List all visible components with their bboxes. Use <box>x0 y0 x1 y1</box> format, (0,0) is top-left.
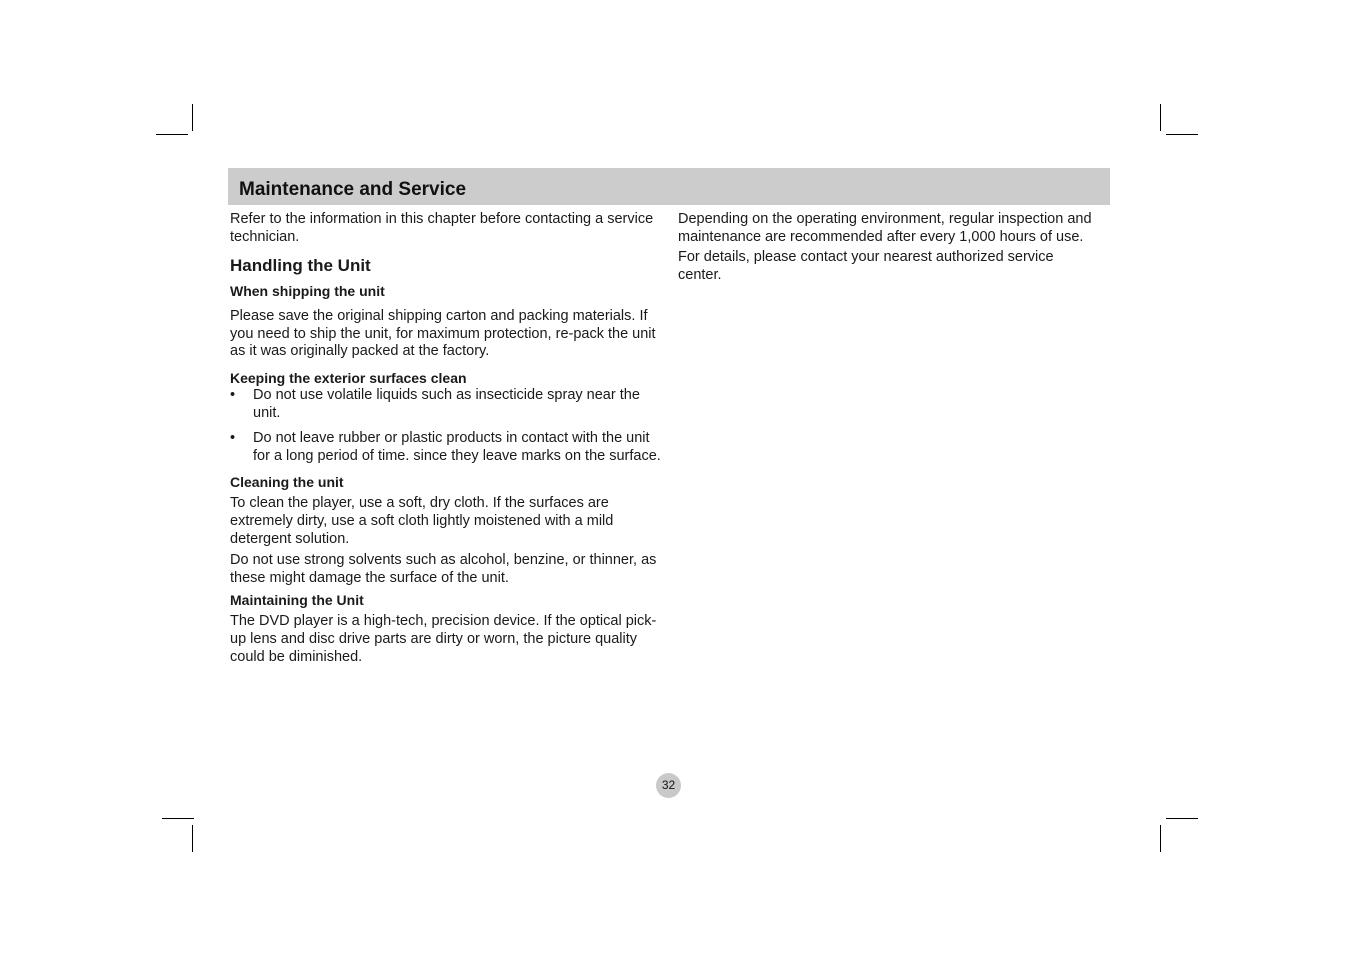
maintaining-title: Maintaining the Unit <box>230 592 364 609</box>
crop-mark-top-right-h <box>1166 134 1198 135</box>
section-title: Maintenance and Service <box>239 179 467 200</box>
bullet-icon: • <box>230 430 236 447</box>
cleaning-text-2: Do not use strong solvents such as alcohol, benzine, or thinner, as these might damage the surface of the unit. <box>230 552 657 586</box>
left-column <box>230 211 662 666</box>
crop-mark-bottom-left-h <box>162 818 194 819</box>
bullet-icon: • <box>230 386 236 403</box>
bullet-text: Do not leave rubber or plastic products in contact with the unit for a long period of time. since they leave marks on the surface. <box>253 430 661 464</box>
list-item <box>230 387 662 422</box>
inspection-text: Depending on the operating environment, regular inspection and maintenance are recommended after every 1,000 hours of use. <box>678 211 1092 245</box>
intro-text: Refer to the information in this chapter before contacting a service technician. <box>230 211 654 245</box>
shipping-text: Please save the original shipping carton and packing materials. If you need to ship the unit, for maximum protection, re-pack the unit as it was originally packed at the factory. <box>230 308 656 360</box>
section-header-bar <box>228 168 1110 205</box>
exterior-title: Keeping the exterior surfaces clean <box>230 369 467 386</box>
cleaning-text-1: To clean the player, use a soft, dry cloth. If the surfaces are extremely dirty, use a soft cloth lightly moistened with a mild detergent solution. <box>230 495 614 547</box>
list-item <box>230 430 662 465</box>
crop-mark-top-left-v <box>192 104 193 131</box>
crop-mark-top-left-h <box>156 134 188 135</box>
cleaning-title: Cleaning the unit <box>230 474 344 491</box>
crop-mark-bottom-left-v <box>192 825 193 852</box>
contact-text: For details, please contact your nearest authorized service center. <box>678 249 1054 283</box>
maintaining-text: The DVD player is a high-tech, precision device. If the optical pick-up lens and disc drive parts are dirty or worn, the picture quality could be diminished. <box>230 613 657 665</box>
shipping-title: When shipping the unit <box>230 283 385 300</box>
bullet-text: Do not use volatile liquids such as insecticide spray near the unit. <box>253 386 640 421</box>
page-number: 32 <box>656 773 681 798</box>
right-column <box>678 211 1098 284</box>
crop-mark-bottom-right-h <box>1166 818 1198 819</box>
crop-mark-top-right-v <box>1160 104 1161 131</box>
exterior-bullet-list <box>230 387 662 465</box>
crop-mark-bottom-right-v <box>1160 825 1161 852</box>
handling-title: Handling the Unit <box>230 256 371 276</box>
